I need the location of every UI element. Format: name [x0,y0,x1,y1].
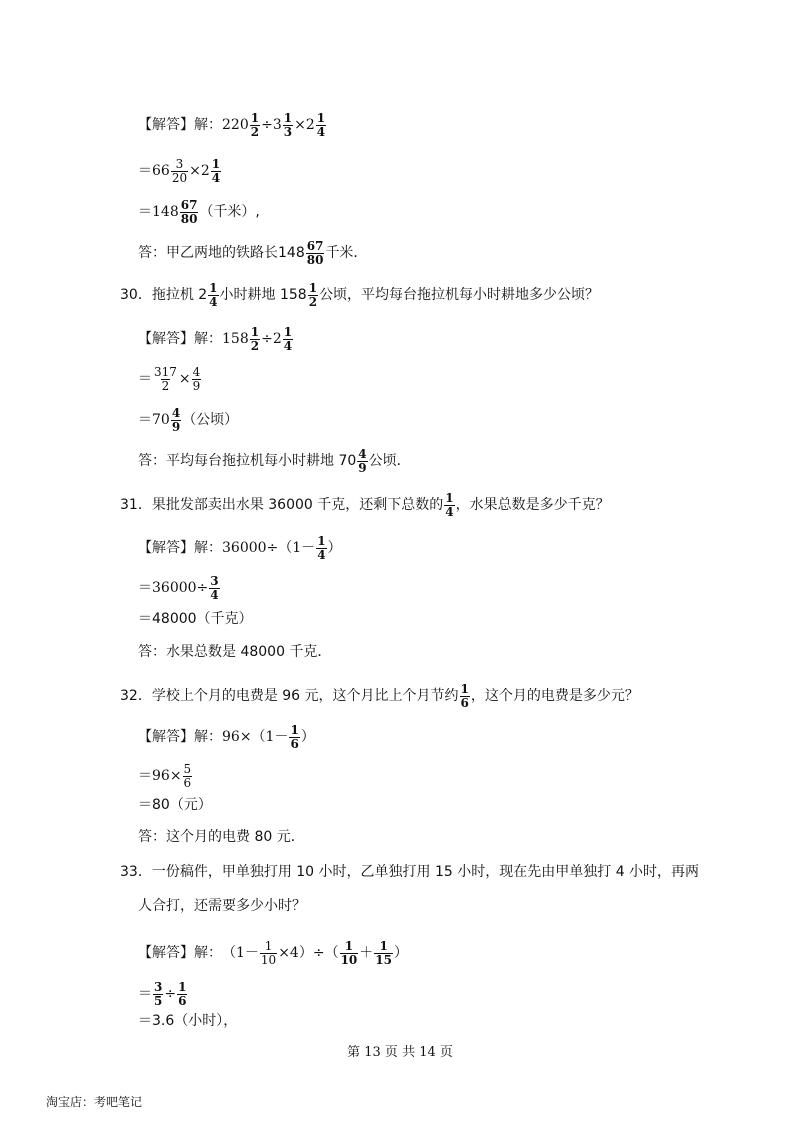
question-32 [120,683,639,709]
fraction: $\frac{1}{10}$ [260,939,277,967]
equation-text: ＝96× [138,768,182,785]
equation-text: 36000÷（1－ [222,540,316,557]
question-text: 30．拖拉机 2 [120,287,208,304]
unit-text: （千米）, [199,204,260,221]
operator: ×2 [189,163,210,180]
answer-tag: 【解答】 [138,945,194,962]
conclusion-text: 公顷． [368,453,411,470]
answer-32-line-1 [138,724,315,750]
jie-label: 解： [194,729,222,746]
question-30 [120,282,599,308]
equation-text: ＝ [138,986,152,1003]
operator: ×2 [294,117,315,134]
fraction: $\frac{1}{4}$ [317,534,326,562]
fraction: $\frac{1}{2}$ [250,111,260,139]
operator: × [178,371,191,388]
equation-text: ＝48000（千克） [138,611,253,627]
question-text: 公顷，平均每台拖拉机每小时耕地多少公顷？ [319,287,600,304]
answer-30-line-2 [138,366,202,392]
question-33-line-2 [138,899,306,913]
jie-label: 解： [194,331,222,348]
fraction: $\frac{1}{4}$ [445,491,454,519]
answer-32-line-3 [138,798,212,812]
whole: 158 [222,331,249,348]
fraction: $\frac{1}{10}$ [340,939,358,967]
fraction: $\frac{5}{6}$ [183,762,192,790]
fraction: $\frac{1}{4}$ [316,111,326,139]
fraction: $\frac{1}{4}$ [209,281,218,309]
fraction: $\frac{3}{4}$ [210,574,219,602]
answer-tag: 【解答】 [138,331,194,348]
answer-32-line-2 [138,763,193,789]
fraction: $\frac{4}{9}$ [358,447,367,475]
answer-tag: 【解答】 [138,729,194,746]
equation-text: 96×（1－ [222,729,289,746]
answer-30-conclusion [138,448,411,474]
fraction: $\frac{1}{2}$ [250,325,260,353]
answer-30-line-3 [138,407,238,433]
fraction: $\frac{1}{3}$ [283,111,293,139]
answer-33-line-3 [138,1014,237,1028]
question-text: ，水果总数是多少千克？ [455,497,610,514]
fraction: $\frac{3}{5}$ [154,980,163,1008]
jie-label: 解： [194,945,222,962]
equation-text: ＝80（元） [138,797,212,813]
fraction: $\frac{67}{80}$ [306,239,324,267]
conclusion-text: 答：水果总数是 48000 千克． [138,644,332,660]
fraction: $\frac{1}{6}$ [290,723,299,751]
fraction: $\frac{1}{4}$ [283,325,293,353]
equation-text: ） [393,945,408,962]
whole: 220 [222,117,249,134]
answer-tag: 【解答】 [138,117,194,134]
question-33-line-1 [120,865,699,879]
answer-32-conclusion [138,830,305,844]
equation-text: ＝3.6（小时）， [138,1013,238,1029]
question-text: 32．学校上个月的电费是 96 元，这个月比上个月节约 [120,688,459,705]
answer-29-line-3 [138,199,260,225]
conclusion-text: 答：这个月的电费 80 元． [138,829,305,845]
answer-31-conclusion [138,645,331,659]
jie-label: 解： [194,540,222,557]
fraction: $\frac{4}{9}$ [171,406,181,434]
question-text: 33．一份稿件，甲单独打用 10 小时，乙单独打用 15 小时，现在先由甲单独打 4 小时，再两 [120,864,700,880]
question-text: 31．果批发部卖出水果 36000 千克，还剩下总数的 [120,497,444,514]
answer-29-conclusion [138,240,367,266]
fraction: $\frac{1}{6}$ [178,980,187,1008]
answer-30-line-1 [138,326,294,352]
answer-29-line-2 [138,158,222,184]
answer-33-line-1 [138,940,408,966]
conclusion-text: 答：甲乙两地的铁路长148 [138,245,305,262]
equation-text: ×4）÷（ [278,945,339,962]
equation-text: ＝148 [138,204,179,221]
fraction: $\frac{1}{15}$ [375,939,392,967]
fraction: $\frac{1}{2}$ [308,281,318,309]
fraction: $\frac{4}{9}$ [192,365,201,393]
answer-31-line-1 [138,535,342,561]
question-text: ，这个月的电费是多少元？ [470,688,639,705]
conclusion-text: 答：平均每台拖拉机每小时耕地 70 [138,453,357,470]
equation-text: ＝70 [138,412,170,429]
fraction: $\frac{1}{6}$ [460,682,469,710]
equation-text: ＝36000÷ [138,580,209,597]
fraction: $\frac{67}{80}$ [180,198,198,226]
equation-text: ＝66 [138,163,170,180]
page-footer: 第 13 页 共 14 页 [347,1045,453,1060]
equation-text: （1－ [222,945,259,962]
equation-text: ＝ [138,371,152,388]
equation-text: ） [327,540,342,557]
question-text: 小时耕地 158 [219,287,307,304]
operator: ＋ [359,945,374,962]
conclusion-text: 千米． [325,245,368,262]
answer-31-line-3 [138,612,253,626]
shop-watermark: 淘宝店：考吧笔记 [46,1095,143,1109]
fraction: $\frac{1}{4}$ [211,157,221,185]
jie-label: 解： [194,117,222,134]
answer-29-line-1 [138,112,327,138]
fraction: $\frac{317}{2}$ [154,365,177,393]
unit-text: （公顷） [182,412,239,429]
answer-tag: 【解答】 [138,540,194,557]
answer-31-line-2 [138,575,221,601]
operator: ÷2 [261,331,282,348]
operator: ÷ [164,986,177,1003]
answer-33-line-2 [138,981,188,1007]
operator: ÷3 [261,117,282,134]
fraction: $\frac{3}{20}$ [171,157,188,185]
question-31 [120,492,610,518]
equation-text: ） [300,729,315,746]
question-text: 人合打，还需要多少小时？ [138,898,306,914]
